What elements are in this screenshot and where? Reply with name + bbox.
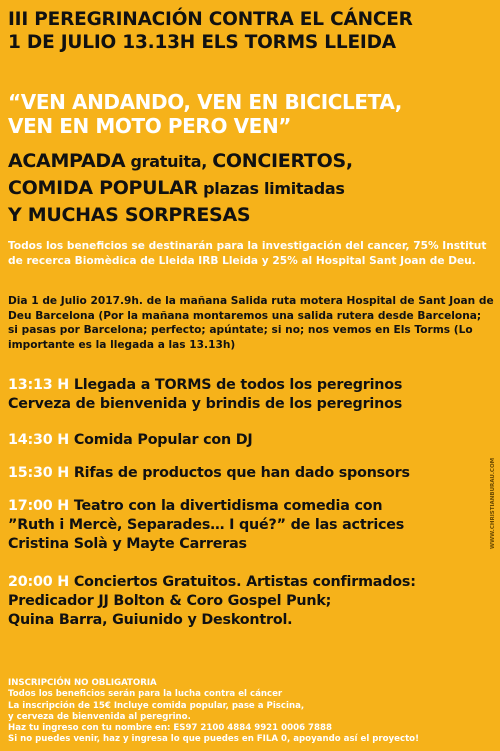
schedule-line bbox=[8, 573, 494, 592]
schedule-text: Teatro con la divertidisma comedia con bbox=[69, 498, 383, 514]
slogan-line-1: “VEN ANDANDO, VEN EN BICICLETA, bbox=[8, 90, 402, 114]
schedule-line: ”Ruth i Mercè, Separades… I qué?” de las actrices bbox=[8, 517, 405, 533]
schedule-item bbox=[8, 573, 494, 630]
schedule-text: Conciertos Gratuitos. Artistas confirmados: bbox=[69, 574, 416, 590]
schedule-time: 17:00 H bbox=[8, 498, 70, 514]
schedule-item bbox=[8, 497, 494, 554]
inscripcion-line: Todos los beneficios serán para la lucha contra el cáncer bbox=[8, 689, 283, 700]
schedule-line bbox=[8, 431, 494, 450]
feature-line-1 bbox=[8, 148, 494, 175]
inscripcion-line: Si no puedes venir, haz y ingresa lo que puedes en FILA 0, apoyando así el proyecto! bbox=[8, 734, 420, 745]
feature-plazas: plazas limitadas bbox=[197, 179, 345, 198]
title-line-1: III PEREGRINACIÓN CONTRA EL CÁNCER bbox=[8, 9, 413, 30]
schedule-time: 20:00 H bbox=[8, 574, 70, 590]
schedule-time: 14:30 H bbox=[8, 432, 70, 448]
schedule-item bbox=[8, 431, 494, 450]
schedule-text: Comida Popular con DJ bbox=[69, 432, 253, 448]
title-line-2: 1 DE JULIO 13.13H ELS TORMS LLEIDA bbox=[8, 32, 396, 53]
schedule-line: Quina Barra, Guiunido y Deskontrol. bbox=[8, 612, 293, 628]
beneficios-text: Todos los beneficios se destinarán para la investigación del cancer, 75% Institut de recerca Biomèdica de Lleida IRB Lleida y 25% al Hospital Sant Joan de Deu. bbox=[8, 240, 487, 267]
feature-line-2 bbox=[8, 175, 494, 202]
schedule-text: Rifas de productos que han dado sponsors bbox=[69, 465, 410, 481]
slogan bbox=[8, 90, 494, 138]
schedule-item bbox=[8, 464, 494, 483]
feature-acampada: ACAMPADA bbox=[8, 150, 126, 172]
schedule-item bbox=[8, 376, 494, 414]
designer-credit: WWW.CHRISTIANBURAU.COM bbox=[490, 457, 496, 549]
feature-gratuita: gratuita, bbox=[125, 152, 213, 171]
schedule-time: 13:13 H bbox=[8, 377, 70, 393]
schedule-line: Predicador JJ Bolton & Coro Gospel Punk; bbox=[8, 593, 332, 609]
schedule-time: 15:30 H bbox=[8, 465, 70, 481]
inscripcion-line: y cerveza de bienvenida al peregrino. bbox=[8, 711, 191, 722]
schedule-line bbox=[8, 497, 494, 516]
feature-conciertos: CONCIERTOS, bbox=[212, 150, 353, 172]
schedule-line bbox=[8, 464, 494, 483]
inscripcion-heading: INSCRIPCIÓN NO OBLIGATORIA bbox=[8, 678, 157, 688]
schedule-line bbox=[8, 376, 494, 395]
feature-line-3: Y MUCHAS SORPRESAS bbox=[8, 204, 251, 226]
schedule-line: Cerveza de bienvenida y brindis de los peregrinos bbox=[8, 396, 403, 412]
schedule-text: Llegada a TORMS de todos los peregrinos bbox=[69, 377, 403, 393]
inscripcion-line: La inscripción de 15€ Incluye comida popular, pase a Piscina, bbox=[8, 700, 305, 711]
features-block bbox=[8, 148, 494, 229]
ruta-text: Dia 1 de Julio 2017.9h. de la mañana Salida ruta motera Hospital de Sant Joan de Deu Barcelona (Por la mañana montaremos una salida rutera desde Barcelona; si pasas por Barcelona; perfecto; apúntate; si no; nos vemos en Els Torms (Lo importante es la llegada a las 13.13h) bbox=[8, 295, 494, 351]
feature-comida: COMIDA POPULAR bbox=[8, 177, 198, 199]
inscripcion-line: Haz tu ingreso con tu nombre en: ES97 2100 4884 9921 0006 7888 bbox=[8, 723, 332, 734]
inscripcion-block bbox=[8, 678, 494, 746]
poster-title bbox=[8, 8, 494, 54]
schedule-line: Cristina Solà y Mayte Carreras bbox=[8, 536, 247, 552]
slogan-line-2: VEN EN MOTO PERO VEN” bbox=[8, 114, 292, 138]
